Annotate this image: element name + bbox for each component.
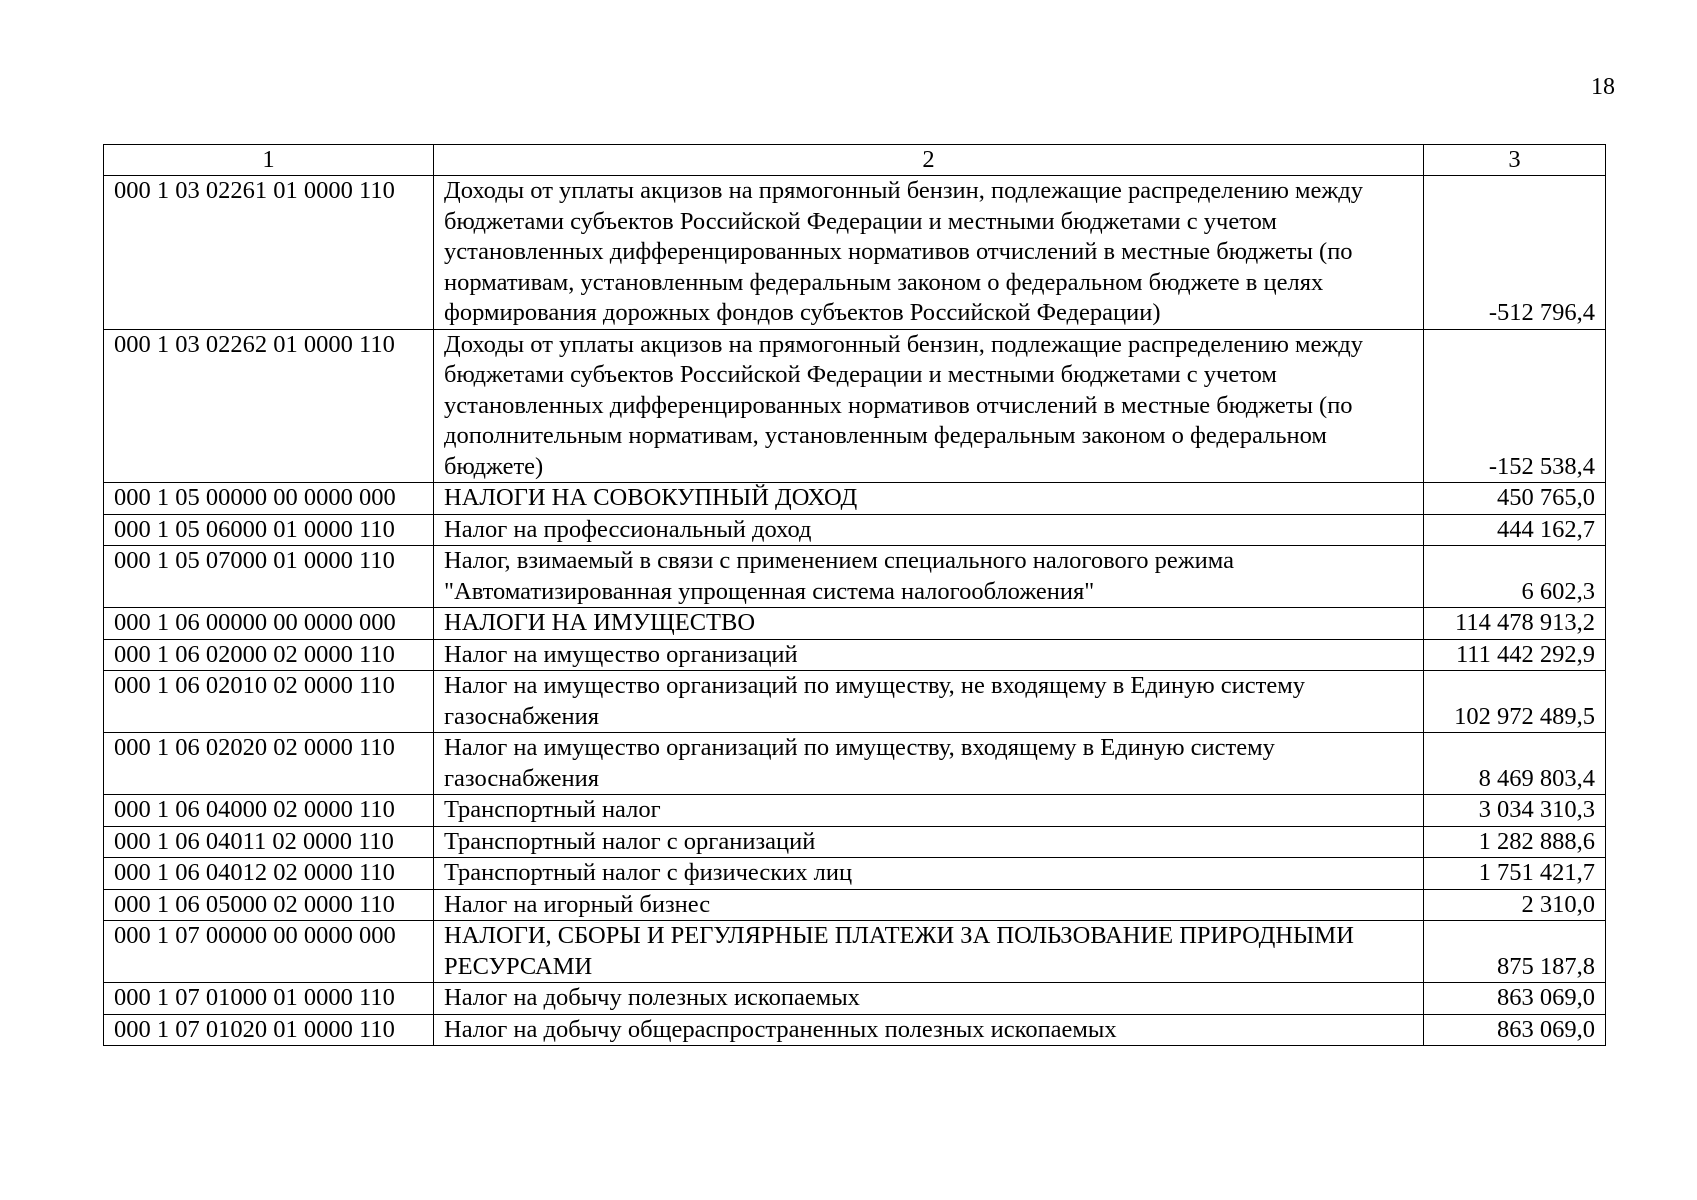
table-row xyxy=(104,983,1606,1015)
row-amount: 1 282 888,6 xyxy=(1424,826,1606,858)
row-code: 000 1 05 00000 00 0000 000 xyxy=(104,483,434,515)
row-code: 000 1 07 00000 00 0000 000 xyxy=(104,921,434,983)
row-amount: -512 796,4 xyxy=(1424,176,1606,330)
table-row xyxy=(104,1014,1606,1046)
row-name: Налог на имущество организаций xyxy=(434,639,1424,671)
row-code: 000 1 06 02020 02 0000 110 xyxy=(104,733,434,795)
table-row xyxy=(104,921,1606,983)
row-code: 000 1 06 05000 02 0000 110 xyxy=(104,889,434,921)
row-name: Доходы от уплаты акцизов на прямогонный бензин, подлежащие распределению между бюджетами субъектов Российской Федерации и местными бюджетами с учетом установленных дифференцированных нормативов отчислений в местные бюджеты (по нормативам, установленным федеральным законом о федеральном бюджете в целях формирования дорожных фондов субъектов Российской Федерации) xyxy=(434,176,1424,330)
table-row xyxy=(104,733,1606,795)
table-row xyxy=(104,608,1606,640)
table-header-row xyxy=(104,145,1606,176)
table-row xyxy=(104,483,1606,515)
row-name: Транспортный налог с организаций xyxy=(434,826,1424,858)
row-code: 000 1 07 01000 01 0000 110 xyxy=(104,983,434,1015)
row-name: НАЛОГИ НА ИМУЩЕСТВО xyxy=(434,608,1424,640)
row-amount: 114 478 913,2 xyxy=(1424,608,1606,640)
row-amount: 2 310,0 xyxy=(1424,889,1606,921)
row-amount: 3 034 310,3 xyxy=(1424,795,1606,827)
table-row xyxy=(104,826,1606,858)
row-name: Налог на добычу полезных ископаемых xyxy=(434,983,1424,1015)
table-row xyxy=(104,546,1606,608)
table-row xyxy=(104,795,1606,827)
row-name: Налог на профессиональный доход xyxy=(434,514,1424,546)
table-row xyxy=(104,671,1606,733)
column-header-code: 1 xyxy=(104,145,434,176)
row-name: Транспортный налог с физических лиц xyxy=(434,858,1424,890)
row-code: 000 1 06 02010 02 0000 110 xyxy=(104,671,434,733)
row-amount: 875 187,8 xyxy=(1424,921,1606,983)
row-name: Доходы от уплаты акцизов на прямогонный бензин, подлежащие распределению между бюджетами субъектов Российской Федерации и местными бюджетами с учетом установленных дифференцированных нормативов отчислений в местные бюджеты (по дополнительным нормативам, установленным федеральным законом о федеральном бюджете) xyxy=(434,329,1424,483)
row-code: 000 1 06 04011 02 0000 110 xyxy=(104,826,434,858)
row-name: НАЛОГИ НА СОВОКУПНЫЙ ДОХОД xyxy=(434,483,1424,515)
table-row xyxy=(104,176,1606,330)
row-name: Налог на имущество организаций по имуществу, не входящему в Единую систему газоснабжения xyxy=(434,671,1424,733)
budget-revenue-table xyxy=(103,144,1606,1046)
row-code: 000 1 06 02000 02 0000 110 xyxy=(104,639,434,671)
row-name: Налог на игорный бизнес xyxy=(434,889,1424,921)
row-amount: 102 972 489,5 xyxy=(1424,671,1606,733)
row-code: 000 1 06 04012 02 0000 110 xyxy=(104,858,434,890)
page-number: 18 xyxy=(1591,74,1615,100)
row-name: НАЛОГИ, СБОРЫ И РЕГУЛЯРНЫЕ ПЛАТЕЖИ ЗА ПОЛЬЗОВАНИЕ ПРИРОДНЫМИ РЕСУРСАМИ xyxy=(434,921,1424,983)
row-name: Налог, взимаемый в связи с применением специального налогового режима "Автоматизированная упрощенная система налогообложения" xyxy=(434,546,1424,608)
row-code: 000 1 05 06000 01 0000 110 xyxy=(104,514,434,546)
row-amount: 863 069,0 xyxy=(1424,983,1606,1015)
row-amount: 863 069,0 xyxy=(1424,1014,1606,1046)
table-row xyxy=(104,639,1606,671)
row-code: 000 1 05 07000 01 0000 110 xyxy=(104,546,434,608)
table-row xyxy=(104,889,1606,921)
row-amount: 1 751 421,7 xyxy=(1424,858,1606,890)
column-header-amount: 3 xyxy=(1424,145,1606,176)
row-amount: 8 469 803,4 xyxy=(1424,733,1606,795)
row-code: 000 1 03 02261 01 0000 110 xyxy=(104,176,434,330)
row-amount: -152 538,4 xyxy=(1424,329,1606,483)
row-code: 000 1 06 00000 00 0000 000 xyxy=(104,608,434,640)
row-code: 000 1 06 04000 02 0000 110 xyxy=(104,795,434,827)
column-header-name: 2 xyxy=(434,145,1424,176)
row-name: Налог на имущество организаций по имуществу, входящему в Единую систему газоснабжения xyxy=(434,733,1424,795)
row-name: Налог на добычу общераспространенных полезных ископаемых xyxy=(434,1014,1424,1046)
row-amount: 111 442 292,9 xyxy=(1424,639,1606,671)
row-code: 000 1 03 02262 01 0000 110 xyxy=(104,329,434,483)
row-amount: 444 162,7 xyxy=(1424,514,1606,546)
table-row xyxy=(104,858,1606,890)
row-amount: 6 602,3 xyxy=(1424,546,1606,608)
row-amount: 450 765,0 xyxy=(1424,483,1606,515)
row-name: Транспортный налог xyxy=(434,795,1424,827)
row-code: 000 1 07 01020 01 0000 110 xyxy=(104,1014,434,1046)
table-row xyxy=(104,514,1606,546)
table-row xyxy=(104,329,1606,483)
